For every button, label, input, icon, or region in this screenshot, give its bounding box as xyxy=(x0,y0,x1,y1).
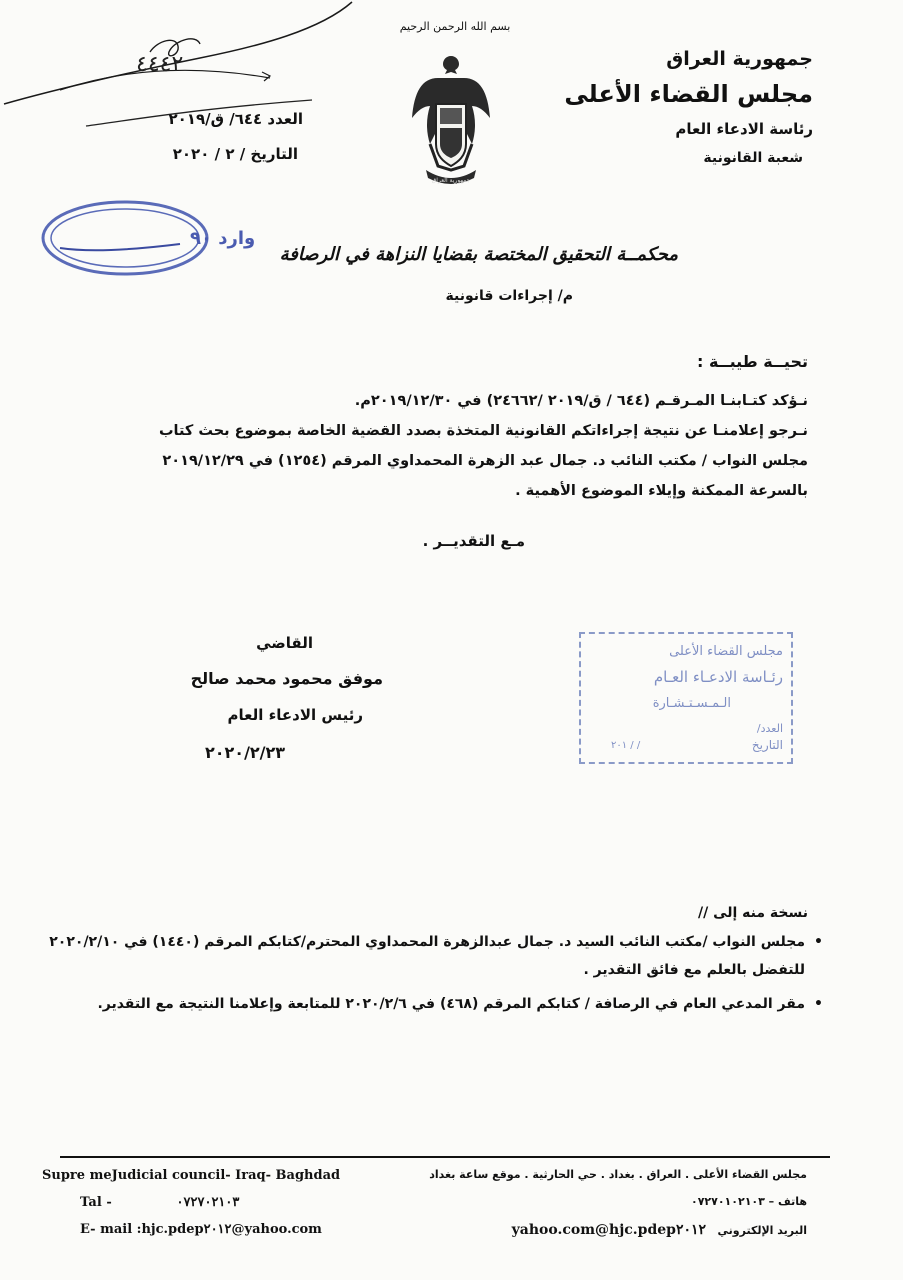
list-item xyxy=(97,990,823,1018)
addressee: محكمــة التحقيق المختصة بقضايا النزاهة في الرصافة xyxy=(279,244,678,265)
letterhead xyxy=(553,48,813,166)
list-item xyxy=(49,928,823,984)
copy-line: مجلس النواب /مكتب النائب السيد د. جمال عبدالزهرة المحمداوي المحترم/كتابكم المرقم (١٤٤٠) في ٢٠٢٠/٢/١٠ xyxy=(49,934,805,950)
copy-line: مقر المدعي العام في الرصافة / كتابكم المرقم (٤٦٨) في ٢٠٢٠/٢/٦ للمتابعة وإعلامنا النتيجة مع التقدير. xyxy=(97,996,805,1012)
footer-phone-ar: هاتف – ٠٧٢٧٠١٠٢١٠٣ xyxy=(690,1195,807,1208)
stamp-date-slots: ٢٠١ / / xyxy=(611,740,641,751)
signatory-title: القاضي xyxy=(256,634,313,652)
footer-divider xyxy=(60,1156,830,1158)
letter-body xyxy=(128,386,808,506)
signature-date: ٢٠٢٠/٢/٢٣ xyxy=(205,743,286,762)
body-line: بالسرعة الممكنة وإيلاء الموضوع الأهمية . xyxy=(515,483,808,499)
section-name: شعبة القانونية xyxy=(703,150,803,166)
footer-arabic xyxy=(429,1168,807,1252)
incoming-stamp-text: وارد ٩٠ xyxy=(190,228,256,249)
footer-address: مجلس القضاء الأعلى . العراق . بغداد . حي الحارثية . موقع ساعة بغداد xyxy=(429,1168,807,1181)
footer-english xyxy=(42,1168,340,1249)
signatory-name: موفق محمود محمد صالح xyxy=(190,669,383,688)
subject: م/ إجراءات قانونية xyxy=(445,288,573,304)
closing: مـع التقديــر . xyxy=(422,532,525,550)
copy-line: للتفضل بالعلم مع فائق التقدير . xyxy=(583,962,805,978)
country-name: جمهورية العراق xyxy=(666,48,813,70)
body-line: مجلس النواب / مكتب النائب د. جمال عبد الزهرة المحمداوي المرقم (١٢٥٤) في ٢٠١٩/١٢/٢٩ xyxy=(162,453,808,469)
copies-list xyxy=(49,928,823,1024)
council-name: مجلس القضاء الأعلى xyxy=(564,80,813,108)
basmala: بسم الله الرحمن الرحيم xyxy=(399,20,511,33)
stamp-line: العدد/ xyxy=(756,722,783,735)
emblem-caption: جمهورية العراق xyxy=(431,177,471,184)
stamp-line: الـمـسـتـشـارة xyxy=(652,696,731,711)
incoming-stamp xyxy=(40,198,256,278)
stamp-line: رئـاسة الادعـاء العـام xyxy=(653,668,783,686)
footer-email-label-ar: البريد الإلكتروني xyxy=(717,1224,807,1237)
department-name: رئاسة الادعاء العام xyxy=(675,120,813,138)
document-date: التاريخ / ٢ / ٢٠٢٠ xyxy=(172,145,298,163)
office-stamp xyxy=(579,632,793,764)
stamp-line: مجلس القضاء الأعلى xyxy=(669,644,783,659)
footer-email-ar: hjc.pdep٢٠١٢@yahoo.com xyxy=(511,1222,707,1238)
iraq-emblem-icon xyxy=(408,48,494,188)
footer-email-row-ar xyxy=(429,1222,807,1238)
footer-phone: ٠٧٢٧٠٢١٠٣ xyxy=(176,1195,240,1210)
body-line: نـرجو إعلامنـا عن نتيجة إجراءاتكم القانونية المتخذة بصدد القضية الخاصة بموضوع بحث كتاب xyxy=(158,423,808,439)
body-line: نـؤكد كتـابنـا المـرقـم (٦٤٤ / ق/٢٠١٩ /٢٤٦٦٢) في ٢٠١٩/١٢/٣٠م. xyxy=(354,393,808,409)
signatory-role: رئيس الادعاء العام xyxy=(227,706,363,724)
footer-org: Supre meJudicial council- Iraq- Baghdad xyxy=(42,1168,341,1183)
footer-phone-row xyxy=(42,1195,340,1210)
greeting: تحيــة طيبــة : xyxy=(696,352,808,371)
footer-email: E- mail :hjc.pdep٢٠١٢@yahoo.com xyxy=(80,1222,322,1237)
handwritten-number: ٤٤٤٢ xyxy=(136,52,184,77)
document-number: العدد ٦٤٤/ ق/٢٠١٩ xyxy=(168,110,303,128)
footer-phone-label: Tal - xyxy=(80,1195,112,1210)
stamp-line: التاريخ xyxy=(751,738,783,752)
copies-title: نسخة منه إلى // xyxy=(697,905,808,921)
